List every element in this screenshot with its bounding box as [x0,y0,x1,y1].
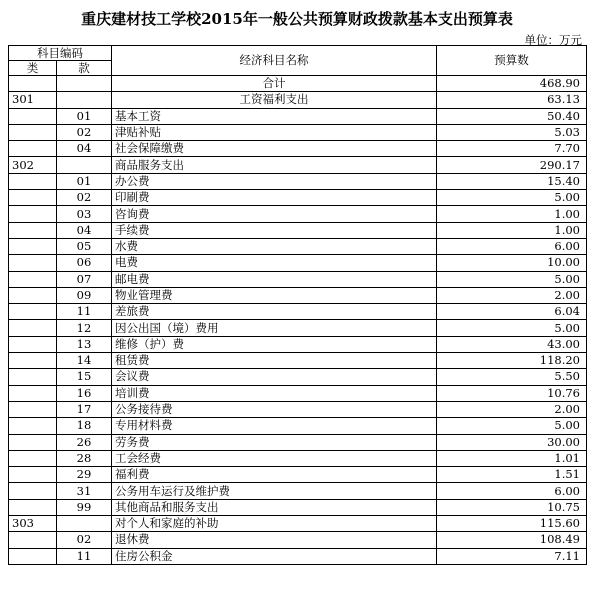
row-amount-cell: 7.11 [437,548,587,564]
row-lei-cell [9,206,57,222]
row-name-cell: 基本工资 [112,108,437,124]
row-kuan-cell: 04 [57,141,112,157]
row-name-cell: 维修（护）费 [112,336,437,352]
row-name-cell: 印刷费 [112,190,437,206]
row-name-cell: 社会保障缴费 [112,141,437,157]
row-name-cell: 工资福利支出 [112,92,437,108]
table-row [9,124,587,140]
row-lei-cell [9,385,57,401]
row-name-cell: 物业管理费 [112,287,437,303]
row-lei-cell [9,287,57,303]
header-amount: 预算数 [437,46,587,76]
row-kuan-cell: 07 [57,271,112,287]
row-name-cell: 对个人和家庭的补助 [112,516,437,532]
row-kuan-cell: 04 [57,222,112,238]
row-amount-cell: 108.49 [437,532,587,548]
table-row [9,434,587,450]
table-row [9,108,587,124]
row-amount-cell: 5.00 [437,271,587,287]
table-row [9,238,587,254]
table-row [9,532,587,548]
row-kuan-cell: 14 [57,353,112,369]
row-amount-cell: 1.00 [437,222,587,238]
row-kuan-cell: 06 [57,255,112,271]
table-row [9,173,587,189]
table-row [9,499,587,515]
table-row [9,385,587,401]
table-row [9,450,587,466]
row-lei-cell [9,450,57,466]
row-kuan-cell: 17 [57,401,112,417]
unit-label: 单位：万元 [524,33,582,47]
row-kuan-cell [57,516,112,532]
row-name-cell: 会议费 [112,369,437,385]
table-row [9,336,587,352]
row-amount-cell: 5.50 [437,369,587,385]
row-kuan-cell: 11 [57,548,112,564]
table-row [9,369,587,385]
row-lei-cell [9,353,57,369]
table-row [9,401,587,417]
table-row [9,206,587,222]
row-amount-cell: 30.00 [437,434,587,450]
row-name-cell: 培训费 [112,385,437,401]
table-row [9,418,587,434]
row-amount-cell: 6.04 [437,304,587,320]
row-kuan-cell: 03 [57,206,112,222]
row-name-cell: 福利费 [112,467,437,483]
row-name-cell: 专用材料费 [112,418,437,434]
table-row [9,287,587,303]
row-lei-cell [9,238,57,254]
row-amount-cell: 1.51 [437,467,587,483]
row-kuan-cell [57,92,112,108]
row-amount-cell: 5.00 [437,320,587,336]
table-row [9,483,587,499]
row-name-cell: 咨询费 [112,206,437,222]
table-row [9,141,587,157]
row-name-cell: 电费 [112,255,437,271]
row-lei-cell [9,255,57,271]
row-name-cell: 退休费 [112,532,437,548]
row-kuan-cell: 99 [57,499,112,515]
header-name: 经济科目名称 [112,46,437,76]
row-amount-cell: 5.03 [437,124,587,140]
row-name-cell: 租赁费 [112,353,437,369]
table-row [9,222,587,238]
row-lei-cell [9,499,57,515]
row-amount-cell: 5.00 [437,418,587,434]
row-amount-cell: 2.00 [437,287,587,303]
row-name-cell: 公务用车运行及维护费 [112,483,437,499]
table-row [9,255,587,271]
row-amount-cell: 10.00 [437,255,587,271]
row-lei-cell [9,320,57,336]
total-kuan [57,76,112,92]
row-amount-cell: 2.00 [437,401,587,417]
row-kuan-cell: 02 [57,532,112,548]
row-kuan-cell: 18 [57,418,112,434]
row-amount-cell: 15.40 [437,173,587,189]
row-kuan-cell: 28 [57,450,112,466]
row-name-cell: 其他商品和服务支出 [112,499,437,515]
row-amount-cell: 7.70 [437,141,587,157]
table-row [9,190,587,206]
page-title: 重庆建材技工学校2015年一般公共预算财政拨款基本支出预算表 [81,10,513,28]
header-lei: 类 [9,61,57,76]
row-name-cell: 办公费 [112,173,437,189]
table-row [9,92,587,108]
row-kuan-cell: 11 [57,304,112,320]
total-lei [9,76,57,92]
row-amount-cell: 10.75 [437,499,587,515]
row-kuan-cell: 01 [57,173,112,189]
table-row [9,516,587,532]
row-kuan-cell: 29 [57,467,112,483]
row-lei-cell [9,222,57,238]
row-kuan-cell: 02 [57,190,112,206]
table-row [9,353,587,369]
row-kuan-cell: 31 [57,483,112,499]
row-lei-cell [9,418,57,434]
row-lei-cell [9,271,57,287]
row-lei-cell [9,141,57,157]
total-row [9,76,587,92]
table-row [9,304,587,320]
row-lei-cell [9,532,57,548]
table-row [9,548,587,564]
row-name-cell: 手续费 [112,222,437,238]
row-kuan-cell: 15 [57,369,112,385]
row-name-cell: 商品服务支出 [112,157,437,173]
table-row [9,157,587,173]
row-kuan-cell: 09 [57,287,112,303]
row-kuan-cell: 26 [57,434,112,450]
header-row [9,46,587,61]
row-name-cell: 劳务费 [112,434,437,450]
row-kuan-cell [57,157,112,173]
row-lei-cell [9,173,57,189]
row-amount-cell: 43.00 [437,336,587,352]
row-lei-cell [9,190,57,206]
row-amount-cell: 1.00 [437,206,587,222]
header-code-group: 科目编码 [9,46,112,61]
row-kuan-cell: 13 [57,336,112,352]
row-name-cell: 住房公积金 [112,548,437,564]
header-kuan: 款 [57,61,112,76]
row-amount-cell: 115.60 [437,516,587,532]
row-lei-cell [9,124,57,140]
row-name-cell: 公务接待费 [112,401,437,417]
row-name-cell: 邮电费 [112,271,437,287]
row-kuan-cell: 05 [57,238,112,254]
row-name-cell: 差旅费 [112,304,437,320]
table-row [9,271,587,287]
total-amount: 468.90 [437,76,587,92]
row-lei-cell [9,467,57,483]
row-name-cell: 水费 [112,238,437,254]
row-name-cell: 工会经费 [112,450,437,466]
row-lei-cell: 302 [9,157,57,173]
row-kuan-cell: 12 [57,320,112,336]
row-amount-cell: 10.76 [437,385,587,401]
row-lei-cell [9,108,57,124]
budget-table [8,45,587,565]
row-kuan-cell: 02 [57,124,112,140]
row-lei-cell: 303 [9,516,57,532]
row-lei-cell: 301 [9,92,57,108]
row-amount-cell: 1.01 [437,450,587,466]
row-kuan-cell: 16 [57,385,112,401]
row-name-cell: 津贴补贴 [112,124,437,140]
row-amount-cell: 50.40 [437,108,587,124]
row-amount-cell: 6.00 [437,238,587,254]
row-amount-cell: 6.00 [437,483,587,499]
table-row [9,320,587,336]
row-lei-cell [9,548,57,564]
row-lei-cell [9,336,57,352]
row-amount-cell: 63.13 [437,92,587,108]
row-name-cell: 因公出国（境）费用 [112,320,437,336]
row-lei-cell [9,434,57,450]
row-amount-cell: 118.20 [437,353,587,369]
row-lei-cell [9,369,57,385]
row-kuan-cell: 01 [57,108,112,124]
row-lei-cell [9,401,57,417]
table-row [9,467,587,483]
row-lei-cell [9,304,57,320]
row-lei-cell [9,483,57,499]
total-label: 合计 [112,76,437,92]
row-amount-cell: 5.00 [437,190,587,206]
row-amount-cell: 290.17 [437,157,587,173]
